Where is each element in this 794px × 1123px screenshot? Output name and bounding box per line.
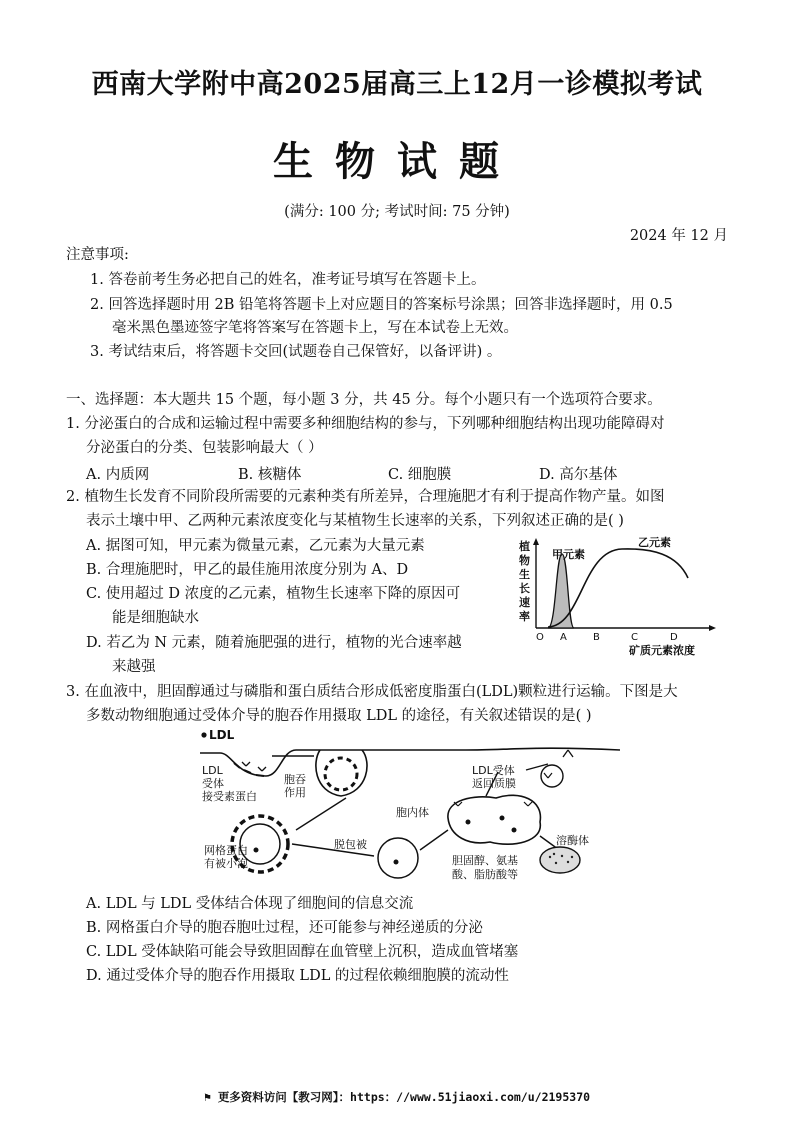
notice-item-2: 2. 回答选择题时用 2B 铅笔将答题卡上对应题目的答案标号涂黑；回答非选择题时，用 0.5 [90,297,673,313]
q2-stem-line2: 表示土壤中甲、乙两种元素浓度变化与某植物生长速率的关系，下列叙述正确的是( ) [86,513,624,529]
q3-coated-pit [325,758,357,790]
notice-item-3: 3. 考试结束后，将答题卡交回(试题卷自己保管好，以备评讲) 。 [90,344,502,360]
q2-option-a: A. 据图可知，甲元素为微量元素，乙元素为大量元素 [86,538,425,554]
q2-ylabel-1: 物 [519,554,530,567]
q2-stem-line1: 2. 植物生长发育不同阶段所需要的元素种类有所差异，合理施肥才有利于提高作物产量。如图 [66,489,665,505]
q2-option-d-cont: 来越强 [112,659,156,675]
q3-stem-line2: 多数动物细胞通过受体介导的胞吞作用摄取 LDL 的途径，有关叙述错误的是( ) [86,708,592,724]
q1-stem-line2: 分泌蛋白的分类、包装影响最大（ ） [86,440,323,456]
q3-products-label-1: 酸、脂肪酸等 [452,868,518,881]
q2-option-c: C. 使用超过 D 浓度的乙元素，植物生长速率下降的原因可 [86,586,461,602]
q3-option-b: B. 网格蛋白介导的胞吞胞吐过程，还可能参与神经递质的分泌 [86,920,483,936]
q3-stem-line1: 3. 在血液中，胆固醇通过与磷脂和蛋白质结合形成低密度脂蛋白(LDL)颗粒进行运输。下图是大 [66,684,678,700]
q3-products-label-0: 胆固醇、氨基 [452,854,518,867]
q1-option-c: C. 细胞膜 [388,467,452,483]
q3-membrane-receptor [563,750,573,757]
q3-lysosome-label: 溶酶体 [556,834,589,847]
q3-ldl-pathway-figure [196,726,624,892]
subject-title: 生物试题 [273,138,521,185]
q3-lysosome [540,847,580,873]
q3-uncoated-vesicle [378,838,418,878]
q3-uncoat-label: 脱包被 [334,838,367,851]
q3-ldl-particle-icon [201,732,206,737]
q3-endosome-dot-3 [512,828,517,833]
exam-date: 2024 年 12 月 [629,228,728,244]
q3-endocytosis-label-0: 胞吞 [284,773,306,786]
q2-ylabel-4: 速 [519,596,530,609]
q2-tick-b: B [593,632,600,643]
q2-option-c-cont: 能是细胞缺水 [112,610,199,626]
q3-option-a: A. LDL 与 LDL 受体结合体现了细胞间的信息交流 [86,896,414,912]
q2-option-b: B. 合理施肥时，甲乙的最佳施用浓度分别为 A、D [86,562,409,578]
q3-vesicle-ldl-dot [254,848,259,853]
notice-heading: 注意事项: [66,247,129,263]
q2-option-d: D. 若乙为 N 元素，随着施肥强的进行，植物的光合速率越 [86,635,462,651]
q3-return-label-0: LDL受体 [472,764,515,777]
q3-receptor-label-0: LDL [202,764,223,777]
q3-clathrin-label-0: 网格蛋白 [204,844,248,857]
q2-ylabel-2: 生 [519,568,530,581]
q3-endosome-dot-2 [500,816,505,821]
q2-y-arrow [533,538,539,545]
q2-ylabel-5: 率 [519,610,530,623]
q2-tick-d: D [670,632,678,643]
q2-tick-o: O [536,632,544,643]
q3-receptor-vesicle-receptor [544,773,552,778]
q3-arrow-to-endosome [420,830,448,850]
q1-option-a: A. 内质网 [86,467,150,483]
q2-series-a-curve [548,554,574,628]
q2-growth-figure [512,536,718,660]
footer-link[interactable] [0,1089,794,1105]
notice-item-1: 1. 答卷前考生务必把自己的姓名，准考证号填写在答题卡上。 [90,272,486,288]
q3-return-label-1: 返回质膜 [472,777,516,790]
q3-endosome-receptors [454,802,532,806]
section-heading: 一、选择题：本大题共 15 个题，每小题 3 分，共 45 分。每个小题只有一个选项符合要求。 [66,392,662,408]
q1-option-d: D. 高尔基体 [539,467,618,483]
exam-title: 西南大学附中高2025届高三上12月一诊模拟考试 [91,69,703,100]
q3-endosome-label: 胞内体 [396,806,429,819]
q3-arrow-to-coated [296,798,346,830]
q3-ldl-label: LDL [209,728,235,742]
q3-uncoated-ldl-dot [394,860,399,865]
q3-option-c: C. LDL 受体缺陷可能会导致胆固醇在血管壁上沉积，造成血管堵塞 [86,944,519,960]
q3-endosome-dot-1 [466,820,471,825]
q2-tick-c: C [631,632,638,643]
q3-endocytosis-label-1: 作用 [284,786,306,799]
exam-meta: (满分: 100 分; 考试时间: 75 分钟) [284,204,510,220]
q2-xlabel: 矿质元素浓度 [629,644,695,657]
flag-icon: ⚑ [203,1090,218,1104]
q3-receptor-vesicle [541,765,563,787]
q3-plasma-membrane [200,748,620,776]
q3-clathrin-label-1: 有被小泡 [204,857,248,870]
q2-ylabel-3: 长 [519,582,530,595]
q3-receptor-label-2: 接受素蛋白 [202,790,257,803]
q2-series-b-label: 乙元素 [638,536,671,549]
q2-tick-a: A [560,632,567,643]
q3-clathrin-coat [234,763,264,776]
q2-x-arrow [709,625,716,631]
footer-text: 更多资料访问【教习网】：https：//www.51jiaoxi.com/u/2195370 [217,1090,591,1104]
q2-ylabel-0: 植 [519,540,530,553]
notice-item-2-cont: 毫米黑色墨迹签字笔将答案写在答题卡上，写在本试卷上无效。 [112,320,518,336]
q3-option-d: D. 通过受体介导的胞吞作用摄取 LDL 的过程依赖细胞膜的流动性 [86,968,509,984]
q2-series-a-label: 甲元素 [552,548,585,561]
q1-stem-line1: 1. 分泌蛋白的合成和运输过程中需要多种细胞结构的参与，下列哪种细胞结构出现功能障碍对 [66,416,665,432]
q3-receptor-label-1: 受体 [202,777,224,790]
q1-option-b: B. 核糖体 [238,467,302,483]
